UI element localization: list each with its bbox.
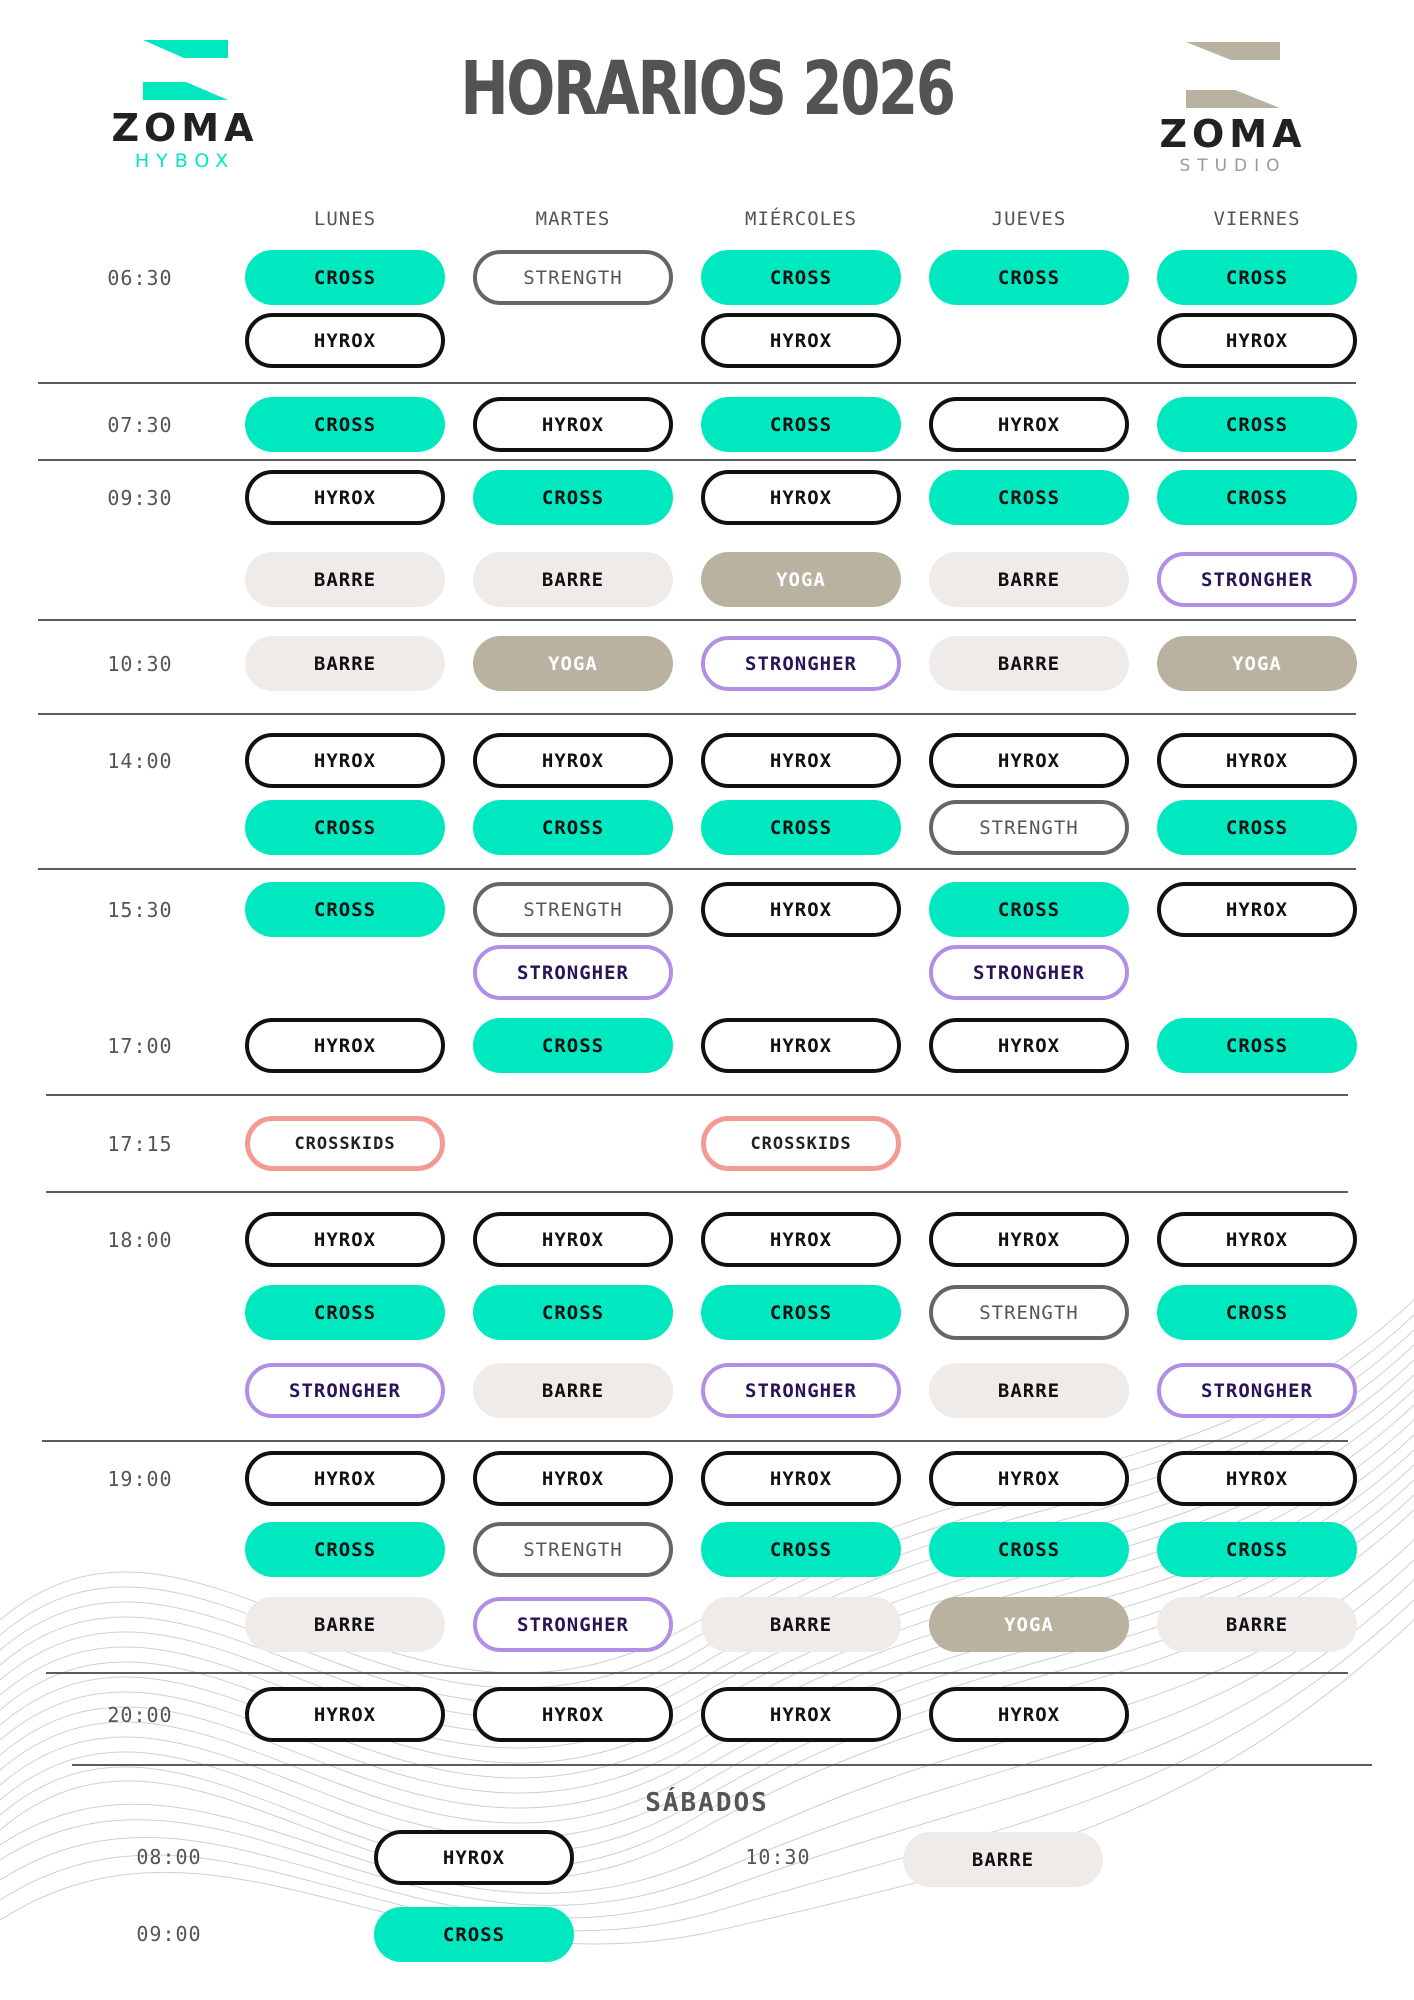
class-pill-cross[interactable]: CROSS bbox=[245, 250, 445, 305]
class-pill-hyrox[interactable]: HYROX bbox=[473, 733, 673, 788]
class-pill-hyrox[interactable]: HYROX bbox=[701, 1451, 901, 1506]
time-label: 17:00 bbox=[107, 1034, 173, 1058]
separator bbox=[46, 1094, 1348, 1096]
zoma-studio-mark-icon bbox=[1183, 40, 1283, 110]
class-pill-hyrox[interactable]: HYROX bbox=[701, 1018, 901, 1073]
separator bbox=[42, 1440, 1348, 1442]
page-title: HORARIOS 2026 bbox=[460, 46, 954, 132]
class-pill-hyrox[interactable]: HYROX bbox=[701, 1212, 901, 1267]
brand-left-sub: HYBOX bbox=[134, 150, 236, 172]
class-pill-cross[interactable]: CROSS bbox=[929, 1522, 1129, 1577]
class-pill-barre[interactable]: BARRE bbox=[1157, 1597, 1357, 1652]
class-pill-yoga[interactable]: YOGA bbox=[929, 1597, 1129, 1652]
class-pill-cross[interactable]: CROSS bbox=[929, 882, 1129, 937]
separator bbox=[46, 1191, 1348, 1193]
class-pill-barre[interactable]: BARRE bbox=[245, 552, 445, 607]
class-pill-hyrox[interactable]: HYROX bbox=[245, 1018, 445, 1073]
saturday-time: 09:00 bbox=[136, 1922, 202, 1946]
day-header-jueves: JUEVES bbox=[991, 208, 1067, 230]
time-label: 20:00 bbox=[107, 1703, 173, 1727]
class-pill-strongher[interactable]: STRONGHER bbox=[1157, 552, 1357, 607]
class-pill-cross[interactable]: CROSS bbox=[701, 800, 901, 855]
class-pill-barre[interactable]: BARRE bbox=[929, 1363, 1129, 1418]
class-pill-cross[interactable]: CROSS bbox=[1157, 1018, 1357, 1073]
separator bbox=[38, 459, 1356, 461]
class-pill-cross[interactable]: CROSS bbox=[473, 1285, 673, 1340]
brand-right-name: ZOMA bbox=[1159, 112, 1307, 156]
separator bbox=[38, 382, 1356, 384]
day-header-miercoles: MIÉRCOLES bbox=[745, 208, 857, 230]
class-pill-strongher[interactable]: STRONGHER bbox=[701, 636, 901, 691]
saturday-label: SÁBADOS bbox=[645, 1788, 769, 1818]
saturday-time: 08:00 bbox=[136, 1845, 202, 1869]
day-header-martes: MARTES bbox=[535, 208, 611, 230]
class-pill-strongher[interactable]: STRONGHER bbox=[245, 1363, 445, 1418]
class-pill-strength[interactable]: STRENGTH bbox=[473, 1522, 673, 1577]
class-pill-hyrox[interactable]: HYROX bbox=[473, 397, 673, 452]
class-pill-hyrox[interactable]: HYROX bbox=[701, 882, 901, 937]
class-pill-hyrox[interactable]: HYROX bbox=[929, 1687, 1129, 1742]
class-pill-strength[interactable]: STRENGTH bbox=[929, 1285, 1129, 1340]
class-pill-strongher[interactable]: STRONGHER bbox=[701, 1363, 901, 1418]
time-label: 17:15 bbox=[107, 1132, 173, 1156]
time-label: 14:00 bbox=[107, 749, 173, 773]
class-pill-hyrox[interactable]: HYROX bbox=[1157, 1212, 1357, 1267]
class-pill-cross[interactable]: CROSS bbox=[1157, 397, 1357, 452]
class-pill-hyrox[interactable]: HYROX bbox=[929, 733, 1129, 788]
class-pill-cross[interactable]: CROSS bbox=[929, 250, 1129, 305]
class-pill-cross[interactable]: CROSS bbox=[701, 1285, 901, 1340]
brand-left-name: ZOMA bbox=[111, 106, 259, 150]
class-pill-cross[interactable]: CROSS bbox=[929, 470, 1129, 525]
class-pill-cross[interactable]: CROSS bbox=[473, 470, 673, 525]
class-pill-crosskids[interactable]: CROSSKIDS bbox=[701, 1116, 901, 1171]
class-pill-cross[interactable]: CROSS bbox=[245, 1285, 445, 1340]
class-pill-hyrox[interactable]: HYROX bbox=[1157, 313, 1357, 368]
class-pill-crosskids[interactable]: CROSSKIDS bbox=[245, 1116, 445, 1171]
class-pill-hyrox[interactable]: HYROX bbox=[245, 1212, 445, 1267]
class-pill-strength[interactable]: STRENGTH bbox=[473, 250, 673, 305]
class-pill-cross[interactable]: CROSS bbox=[701, 1522, 901, 1577]
class-pill-barre[interactable]: BARRE bbox=[929, 552, 1129, 607]
class-pill-hyrox[interactable]: HYROX bbox=[929, 1018, 1129, 1073]
class-pill-yoga[interactable]: YOGA bbox=[701, 552, 901, 607]
class-pill-cross[interactable]: CROSS bbox=[1157, 800, 1357, 855]
day-header-lunes: LUNES bbox=[313, 208, 377, 230]
class-pill-hyrox[interactable]: HYROX bbox=[701, 313, 901, 368]
class-pill-barre[interactable]: BARRE bbox=[701, 1597, 901, 1652]
class-pill-hyrox[interactable]: HYROX bbox=[701, 470, 901, 525]
class-pill-hyrox[interactable]: HYROX bbox=[245, 1451, 445, 1506]
brand-right-sub: STUDIO bbox=[1179, 156, 1287, 176]
day-header-viernes: VIERNES bbox=[1213, 208, 1301, 230]
time-label: 06:30 bbox=[107, 266, 173, 290]
saturday-class-pill[interactable]: BARRE bbox=[903, 1832, 1103, 1887]
time-label: 19:00 bbox=[107, 1467, 173, 1491]
time-label: 09:30 bbox=[107, 486, 173, 510]
class-pill-barre[interactable]: BARRE bbox=[473, 1363, 673, 1418]
class-pill-hyrox[interactable]: HYROX bbox=[701, 1687, 901, 1742]
zoma-hybox-mark-icon bbox=[140, 38, 230, 102]
class-pill-strength[interactable]: STRENGTH bbox=[929, 800, 1129, 855]
class-pill-hyrox[interactable]: HYROX bbox=[473, 1212, 673, 1267]
class-pill-hyrox[interactable]: HYROX bbox=[1157, 1451, 1357, 1506]
class-pill-hyrox[interactable]: HYROX bbox=[245, 470, 445, 525]
class-pill-hyrox[interactable]: HYROX bbox=[1157, 882, 1357, 937]
class-pill-hyrox[interactable]: HYROX bbox=[929, 1451, 1129, 1506]
class-pill-cross[interactable]: CROSS bbox=[473, 800, 673, 855]
class-pill-strongher[interactable]: STRONGHER bbox=[929, 945, 1129, 1000]
class-pill-hyrox[interactable]: HYROX bbox=[701, 733, 901, 788]
class-pill-hyrox[interactable]: HYROX bbox=[245, 313, 445, 368]
class-pill-yoga[interactable]: YOGA bbox=[1157, 636, 1357, 691]
class-pill-strongher[interactable]: STRONGHER bbox=[1157, 1363, 1357, 1418]
class-pill-hyrox[interactable]: HYROX bbox=[929, 397, 1129, 452]
class-pill-hyrox[interactable]: HYROX bbox=[1157, 733, 1357, 788]
saturday-time: 10:30 bbox=[745, 1845, 811, 1869]
saturday-class-pill[interactable]: HYROX bbox=[374, 1830, 574, 1885]
time-label: 15:30 bbox=[107, 898, 173, 922]
class-pill-barre[interactable]: BARRE bbox=[473, 552, 673, 607]
class-pill-cross[interactable]: CROSS bbox=[1157, 1522, 1357, 1577]
separator bbox=[38, 619, 1356, 621]
class-pill-hyrox[interactable]: HYROX bbox=[245, 1687, 445, 1742]
class-pill-cross[interactable]: CROSS bbox=[473, 1018, 673, 1073]
class-pill-barre[interactable]: BARRE bbox=[245, 1597, 445, 1652]
class-pill-cross[interactable]: CROSS bbox=[1157, 1285, 1357, 1340]
class-pill-cross[interactable]: CROSS bbox=[701, 397, 901, 452]
separator bbox=[38, 713, 1356, 715]
class-pill-hyrox[interactable]: HYROX bbox=[473, 1687, 673, 1742]
class-pill-hyrox[interactable]: HYROX bbox=[245, 733, 445, 788]
class-pill-yoga[interactable]: YOGA bbox=[473, 636, 673, 691]
separator bbox=[38, 868, 1356, 870]
time-label: 18:00 bbox=[107, 1228, 173, 1252]
separator bbox=[46, 1672, 1348, 1674]
class-pill-strongher[interactable]: STRONGHER bbox=[473, 945, 673, 1000]
saturday-class-pill[interactable]: CROSS bbox=[374, 1907, 574, 1962]
separator bbox=[72, 1764, 1372, 1766]
class-pill-cross[interactable]: CROSS bbox=[1157, 250, 1357, 305]
class-pill-cross[interactable]: CROSS bbox=[245, 882, 445, 937]
class-pill-barre[interactable]: BARRE bbox=[245, 636, 445, 691]
class-pill-hyrox[interactable]: HYROX bbox=[929, 1212, 1129, 1267]
class-pill-cross[interactable]: CROSS bbox=[245, 397, 445, 452]
class-pill-strongher[interactable]: STRONGHER bbox=[473, 1597, 673, 1652]
zoma-studio-logo bbox=[1148, 40, 1318, 176]
class-pill-cross[interactable]: CROSS bbox=[701, 250, 901, 305]
class-pill-barre[interactable]: BARRE bbox=[929, 636, 1129, 691]
class-pill-cross[interactable]: CROSS bbox=[1157, 470, 1357, 525]
time-label: 10:30 bbox=[107, 652, 173, 676]
class-pill-cross[interactable]: CROSS bbox=[245, 1522, 445, 1577]
class-pill-hyrox[interactable]: HYROX bbox=[473, 1451, 673, 1506]
time-label: 07:30 bbox=[107, 413, 173, 437]
zoma-hybox-logo bbox=[100, 38, 270, 172]
class-pill-strength[interactable]: STRENGTH bbox=[473, 882, 673, 937]
class-pill-cross[interactable]: CROSS bbox=[245, 800, 445, 855]
